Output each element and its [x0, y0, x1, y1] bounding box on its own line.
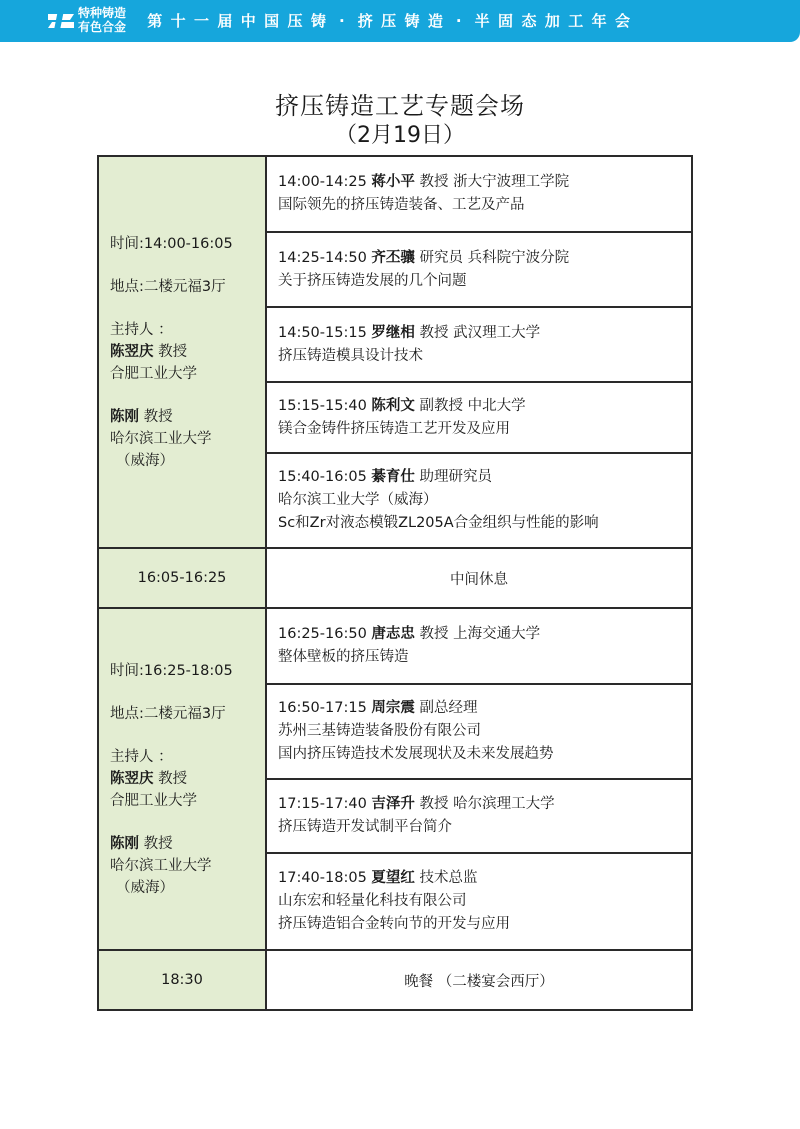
talk-topic: 国际领先的挤压铸造装备、工艺及产品 [278, 197, 525, 213]
banner-char: 十 [170, 12, 186, 30]
session2-time: 时间:16:25-18:05 [110, 662, 233, 679]
session2-host1-org: 合肥工业大学 [110, 792, 197, 809]
talk-topic: Sc和Zr对液态模锻ZL205A合金组织与性能的影响 [278, 515, 599, 531]
talk-org: 哈尔滨工业大学（威海） [278, 492, 438, 508]
banner-text [143, 10, 634, 32]
talk-time: 16:50-17:15 [278, 700, 372, 716]
banner-char: 加 [544, 12, 560, 30]
banner-char: 会 [615, 12, 631, 30]
break-label: 中间休息 [266, 548, 692, 608]
talk-speaker: 夏望红 [371, 870, 415, 886]
session2-host2-name: 陈刚 [110, 835, 139, 852]
talk-time: 14:00-14:25 [278, 174, 372, 190]
talk-info: 副总经理 [414, 700, 478, 716]
session2-host2-title: 教授 [139, 835, 173, 852]
session1-host2-title: 教授 [139, 408, 173, 425]
session2-host2-org: 哈尔滨工业大学 [110, 857, 212, 874]
table-row [98, 156, 692, 232]
talk-cell [266, 853, 692, 950]
banner-char: 工 [568, 12, 584, 30]
header-bar [0, 0, 800, 42]
banner-char: 固 [498, 12, 514, 30]
banner-char: 铸 [310, 12, 326, 30]
talk-speaker: 唐志忠 [371, 626, 415, 642]
talk-info: 教授 上海交通大学 [414, 626, 541, 642]
banner-char: 年 [591, 12, 607, 30]
table-row [98, 950, 692, 1010]
banner-char: 铸 [404, 12, 420, 30]
talk-time: 16:25-16:50 [278, 626, 372, 642]
session1-host1-org: 合肥工业大学 [110, 365, 197, 382]
session1-host-label: 主持人 ： [110, 321, 173, 338]
banner-char: 第 [147, 12, 163, 30]
banner-char: 造 [427, 12, 443, 30]
talk-info: 助理研究员 [414, 469, 493, 485]
talk-cell [266, 307, 692, 382]
logo-mark-icon [48, 8, 74, 32]
session1-host1-title: 教授 [153, 343, 188, 360]
banner-char: 压 [381, 12, 397, 30]
talk-time: 14:25-14:50 [278, 249, 372, 266]
talk-info: 研究员 兵科院宁波分院 [414, 249, 570, 266]
page-title: 挤压铸造工艺专题会场 [275, 92, 525, 120]
talk-cell [266, 382, 692, 453]
session1-host1-name: 陈翌庆 [110, 343, 154, 360]
talk-speaker: 罗继相 [371, 324, 415, 341]
talk-topic: 挤压铸造开发试制平台简介 [278, 819, 452, 835]
session1-host2-org2: （威海） [116, 452, 174, 469]
schedule-table [97, 155, 693, 1011]
talk-info: 教授 浙大宁波理工学院 [414, 174, 570, 190]
session1-place: 地点:二楼元福3厅 [110, 278, 226, 295]
logo [48, 5, 132, 37]
talk-time: 15:15-15:40 [278, 397, 372, 414]
logo-line1: 特种铸造 [78, 6, 127, 20]
talk-cell [266, 684, 692, 779]
talk-topic: 镁合金铸件挤压铸造工艺开发及应用 [278, 420, 510, 437]
banner-char: 挤 [357, 12, 373, 30]
logo-text [78, 6, 138, 34]
talk-topic: 整体壁板的挤压铸造 [278, 649, 409, 665]
break-time: 16:05-16:25 [98, 548, 266, 608]
talk-topic: 关于挤压铸造发展的几个问题 [278, 272, 467, 289]
talk-cell [266, 779, 692, 853]
session2-info [98, 608, 266, 950]
dinner-time: 18:30 [98, 950, 266, 1010]
session1-host2-org: 哈尔滨工业大学 [110, 430, 212, 447]
talk-speaker: 蒋小平 [371, 174, 415, 190]
talk-speaker: 周宗震 [371, 700, 415, 716]
banner-char: 压 [287, 12, 303, 30]
banner-char: · [338, 12, 345, 30]
talk-cell [266, 453, 692, 548]
page-subtitle: （2月19日） [335, 123, 465, 148]
talk-info: 教授 武汉理工大学 [414, 324, 541, 341]
talk-time: 14:50-15:15 [278, 324, 372, 341]
talk-time: 15:40-16:05 [278, 469, 372, 485]
table-row [98, 548, 692, 608]
banner-char: 态 [521, 12, 537, 30]
talk-speaker: 陈利文 [371, 397, 415, 414]
session2-host1-title: 教授 [153, 770, 188, 787]
table-row [98, 608, 692, 684]
talk-time: 17:40-18:05 [278, 870, 372, 886]
banner-char: 届 [217, 12, 233, 30]
talk-cell [266, 232, 692, 307]
session2-host-label: 主持人 ： [110, 748, 173, 765]
session1-host2-name: 陈刚 [110, 408, 139, 425]
talk-cell [266, 608, 692, 684]
banner-char: · [455, 12, 462, 30]
session2-host2-org2: （威海） [116, 879, 174, 896]
talk-org: 苏州三基铸造装备股份有限公司 [278, 723, 481, 739]
dinner-label: 晚餐 （二楼宴会西厅） [266, 950, 692, 1010]
logo-line2: 有色合金 [78, 20, 127, 34]
banner-char: 半 [474, 12, 490, 30]
banner-char: 国 [264, 12, 280, 30]
talk-info: 教授 哈尔滨理工大学 [414, 796, 555, 812]
talk-topic: 挤压铸造铝合金转向节的开发与应用 [278, 916, 510, 932]
talk-speaker: 吉泽升 [371, 796, 415, 812]
talk-topic: 挤压铸造模具设计技术 [278, 347, 423, 364]
talk-org: 山东宏和轻量化科技有限公司 [278, 893, 467, 909]
talk-time: 17:15-17:40 [278, 796, 372, 812]
talk-speaker: 綦育仕 [371, 469, 415, 485]
banner-char: 一 [193, 12, 209, 30]
session2-place: 地点:二楼元福3厅 [110, 705, 226, 722]
session2-host1-name: 陈翌庆 [110, 770, 154, 787]
session1-info [98, 156, 266, 548]
session1-time: 时间:14:00-16:05 [110, 235, 233, 252]
talk-speaker: 齐丕骧 [371, 249, 415, 266]
talk-info: 技术总监 [414, 870, 478, 886]
talk-topic: 国内挤压铸造技术发展现状及未来发展趋势 [278, 746, 554, 762]
banner-char: 中 [240, 12, 256, 30]
talk-info: 副教授 中北大学 [414, 397, 526, 414]
talk-cell [266, 156, 692, 232]
